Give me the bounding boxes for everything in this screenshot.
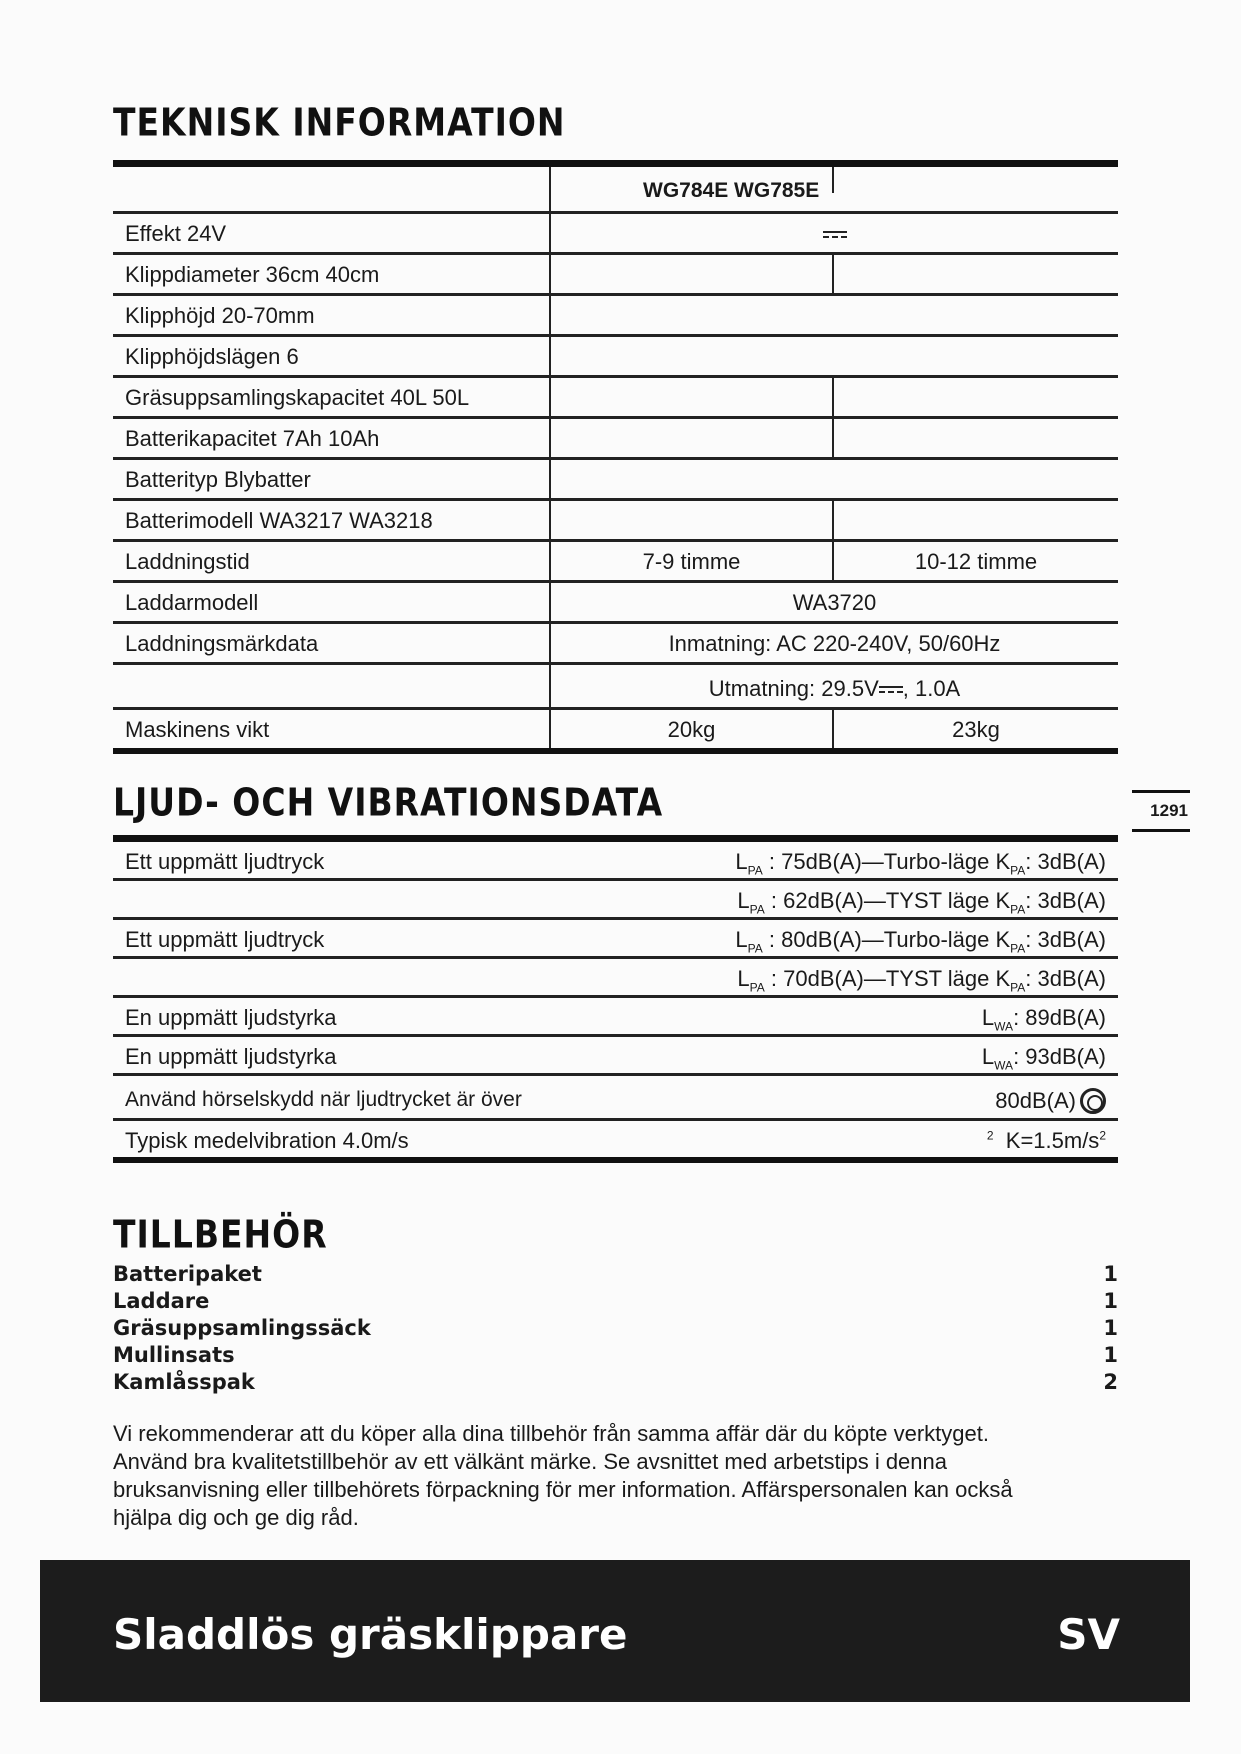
sound-row: $L_{PA}$ : 62dB(A)—TYST läge $K_{PA}$: 3dB(A) xyxy=(113,881,1118,920)
list-item: Gräsuppsamlingssäck 1 xyxy=(113,1316,1118,1340)
page-number: 1291 xyxy=(1150,801,1188,820)
tech-table xyxy=(113,160,1118,754)
list-item: Mullinsats 1 xyxy=(113,1343,1118,1367)
language-code: SV xyxy=(1057,1610,1120,1659)
vibration-row: Typisk medelvibration 4.0m/s $^2$ $K=1.5m/s^2$ xyxy=(125,1128,1106,1153)
list-item: Kamlåsspak 2 xyxy=(113,1370,1118,1394)
accessories-heading: TILLBEHÖR xyxy=(113,1212,328,1257)
sound-row: Ett uppmätt ljudtryck $L_{PA}$ : 75dB(A)—Turbo-läge $K_{PA}$: 3dB(A) xyxy=(113,842,1118,881)
tech-row: Utmatning: 29.5V , 1.0A xyxy=(113,665,1118,710)
tech-row: Laddningsmärkdata Inmatning: AC 220-240V, 50/60Hz xyxy=(113,624,1118,665)
tech-row: Batterikapacitet 7Ah 10Ah xyxy=(113,419,1118,460)
tech-row: Laddningstid 7-9 timme 10-12 timme xyxy=(113,542,1118,583)
table-bottom-rule xyxy=(113,1157,1118,1163)
sound-row: En uppmätt ljudstyrka $L_{WA}$: 89dB(A) xyxy=(113,998,1118,1037)
sound-table xyxy=(113,835,1118,1163)
tech-row: Klippdiameter 36cm 40cm xyxy=(113,255,1118,296)
page-number-tab xyxy=(1132,790,1190,832)
hearing-row: Använd hörselskydd när ljudtrycket är över 80dB(A) xyxy=(113,1076,1118,1121)
tech-row: Klipphöjd 20-70mm xyxy=(113,296,1118,337)
accessories-list xyxy=(113,1262,1118,1397)
footer-banner xyxy=(40,1560,1190,1702)
dc-symbol-icon xyxy=(823,230,847,240)
tech-header-row xyxy=(113,167,1118,214)
table-top-rule xyxy=(113,835,1118,842)
sound-row: $L_{PA}$ : 70dB(A)—TYST läge $K_{PA}$: 3dB(A) xyxy=(113,959,1118,998)
model-names: WG784E WG785E xyxy=(643,179,820,202)
ear-protection-icon xyxy=(1080,1088,1106,1114)
product-title: Sladdlös gräsklippare xyxy=(113,1610,628,1659)
recommendation-paragraph: Vi rekommenderar att du köper alla dina tillbehör från samma affär där du köpte verktyget. Använd bra kvalitetstillbehör av ett välkänt märke. Se avsnittet med arbetstips i denna bruksanvisning eller tillbehörets förpackning för mer information. Affärspersonalen kan också hjälpa dig och ge dig råd. xyxy=(113,1421,1013,1530)
list-item: Batteripaket 1 xyxy=(113,1262,1118,1286)
tech-row: Batterityp Blybatter xyxy=(113,460,1118,501)
table-bottom-rule xyxy=(113,748,1118,754)
tech-row: Batterimodell WA3217 WA3218 xyxy=(113,501,1118,542)
tech-row: Maskinens vikt 20kg 23kg xyxy=(113,710,1118,748)
tech-row: Klipphöjdslägen 6 xyxy=(113,337,1118,378)
sound-row: En uppmätt ljudstyrka $L_{WA}$: 93dB(A) xyxy=(113,1037,1118,1076)
sound-row: Ett uppmätt ljudtryck $L_{PA}$ : 80dB(A)—Turbo-läge $K_{PA}$: 3dB(A) xyxy=(113,920,1118,959)
tech-row: Gräsuppsamlingskapacitet 40L 50L xyxy=(113,378,1118,419)
table-top-rule xyxy=(113,160,1118,167)
tech-row: Effekt 24V xyxy=(113,214,1118,255)
list-item: Laddare 1 xyxy=(113,1289,1118,1313)
sound-heading: LJUD- OCH VIBRATIONSDATA xyxy=(113,780,664,825)
tech-heading: TEKNISK INFORMATION xyxy=(113,100,566,145)
tech-row: Laddarmodell WA3720 xyxy=(113,583,1118,624)
dc-symbol-icon xyxy=(879,685,903,695)
